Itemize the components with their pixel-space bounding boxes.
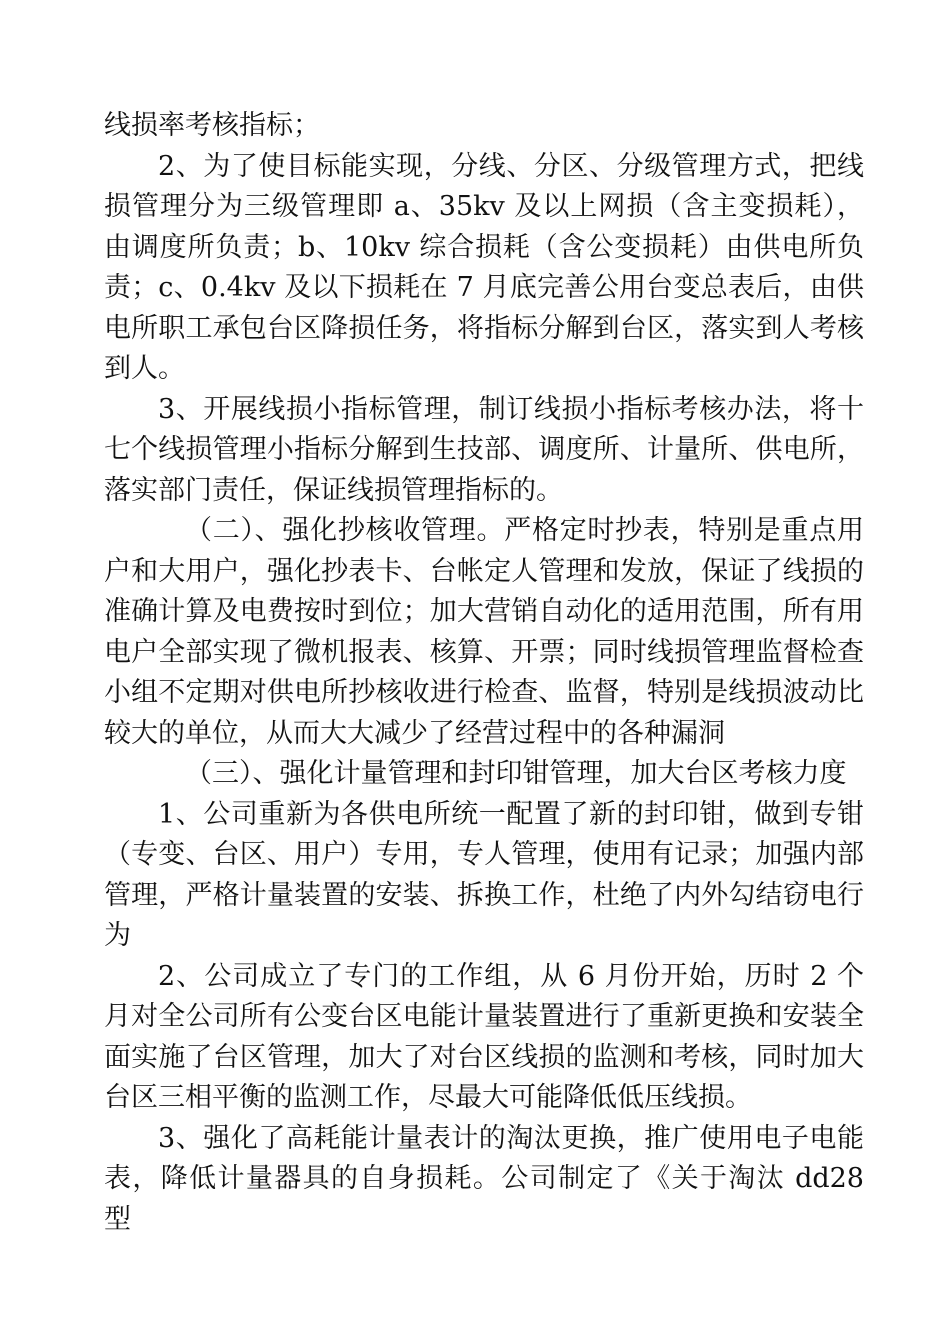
paragraph-three-level-management: 2、为了使目标能实现，分线、分区、分级管理方式，把线损管理分为三级管理即 a、35kv 及以上网损（含主变损耗），由调度所负责；b、10kv 综合损耗（含公变损耗）由供电所负责；c、0.4kv 及以下损耗在 7 月底完善公用台变总表后，由供电所职工承包台区降损任务，将指标分解到台区，落实到人考核到人。: [104, 150, 864, 384]
paragraph-small-index-management: 3、开展线损小指标管理，制订线损小指标考核办法，将十七个线损管理小指标分解到生技部、调度所、计量所、供电所，落实部门责任，保证线损管理指标的。: [104, 393, 864, 506]
paragraph-seal-pliers: 1、公司重新为各供电所统一配置了新的封印钳，做到专钳（专变、台区、用户）专用，专人管理，使用有记录；加强内部管理，严格计量装置的安装、拆换工作，杜绝了内外勾结窃电行为: [104, 798, 864, 951]
paragraph-metering-seal-heading: （三）、强化计量管理和封印钳管理，加大台区考核力度: [185, 758, 847, 789]
document-body: [104, 106, 864, 1240]
paragraph-meter-reading-management: （二）、强化抄核收管理。严格定时抄表，特别是重点用户和大用户，强化抄表卡、台帐定人管理和发放，保证了线损的准确计算及电费按时到位；加大营销自动化的适用范围，所有用电户全部实现了微机报表、核算、开票；同时线损管理监督检查小组不定期对供电所抄核收进行检查、监督，特别是线损波动比较大的单位，从而大大减少了经营过程中的各种漏洞: [104, 515, 864, 749]
paragraph-line-loss-index: 线损率考核指标；: [104, 110, 320, 141]
paragraph-work-group: 2、公司成立了专门的工作组，从 6 月份开始，历时 2 个月对全公司所有公变台区电能计量装置进行了重新更换和安装全面实施了台区管理，加大了对台区线损的监测和考核，同时加大台区三相平衡的监测工作，尽最大可能降低低压线损。: [104, 960, 864, 1113]
paragraph-high-loss-meter-replacement: 3、强化了高耗能计量表计的淘汰更换，推广使用电子电能表，降低计量器具的自身损耗。公司制定了《关于淘汰 dd28 型: [104, 1122, 864, 1235]
